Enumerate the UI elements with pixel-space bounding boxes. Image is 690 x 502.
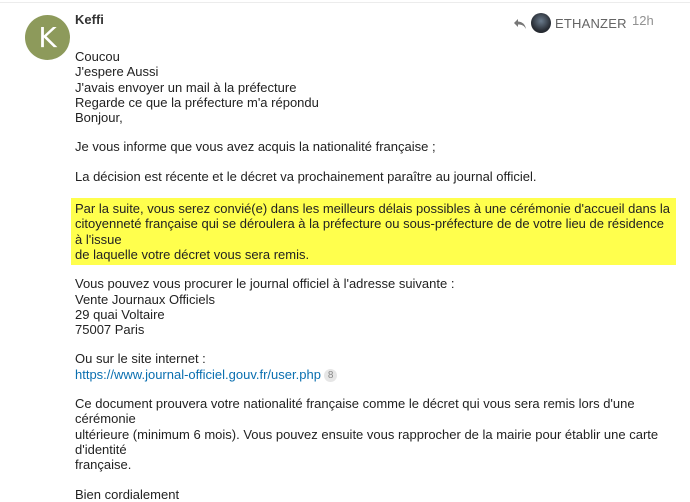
body-paragraph: La décision est récente et le décret va prochainement paraître au journal officiel. — [75, 168, 537, 184]
body-line: J'avais envoyer un mail à la préfecture — [75, 79, 297, 95]
body-line: Bonjour, — [75, 110, 123, 126]
post-body — [75, 49, 670, 502]
address-line: Vous pouvez vous procurer le journal officiel à l'adresse suivante : — [75, 276, 455, 292]
divider — [0, 2, 690, 3]
post-timestamp[interactable]: 12h — [632, 13, 654, 28]
body-paragraph: Je vous informe que vous avez acquis la nationalité française ; — [75, 139, 436, 155]
body-line: J'espere Aussi — [75, 64, 159, 80]
body-line: française. — [75, 457, 132, 473]
address-line: 29 quai Voltaire — [75, 306, 165, 322]
body-line: Ce document prouvera votre nationalité française comme le décret qui vous sera remis lors d'une cérémonie — [75, 396, 635, 427]
highlight-line: citoyenneté française qui se déroulera à la préfecture ou sous-préfecture de de votre lieu de résidence à l'issue — [75, 216, 664, 247]
highlighted-quote — [71, 198, 676, 265]
closing: Bien cordialement — [75, 486, 180, 502]
link-click-count: 8 — [324, 369, 338, 382]
highlight-line: de laquelle votre décret vous sera remis. — [75, 246, 310, 262]
body-line: Regarde ce que la préfecture m'a répondu — [75, 94, 319, 110]
address-line: 75007 Paris — [75, 322, 145, 338]
user-avatar[interactable]: K — [25, 15, 70, 60]
site-intro: Ou sur le site internet : — [75, 351, 206, 367]
reply-username: ETHANZER — [555, 15, 627, 31]
reply-arrow-icon — [513, 17, 527, 29]
address-line: Vente Journaux Officiels — [75, 291, 215, 307]
username[interactable]: Keffi — [75, 12, 104, 27]
body-line: Coucou — [75, 49, 120, 64]
reply-to-link[interactable] — [513, 13, 627, 33]
highlight-line: Par la suite, vous serez convié(e) dans les meilleurs délais possibles à une cérémonie d'accueil dans la — [75, 201, 671, 217]
body-line: ultérieure (minimum 6 mois). Vous pouvez ensuite vous rapprocher de la mairie pour établir une carte d'identité — [75, 426, 659, 457]
journal-officiel-link[interactable]: https://www.journal-officiel.gouv.fr/user.php — [75, 366, 321, 382]
reply-user-avatar — [531, 13, 551, 33]
